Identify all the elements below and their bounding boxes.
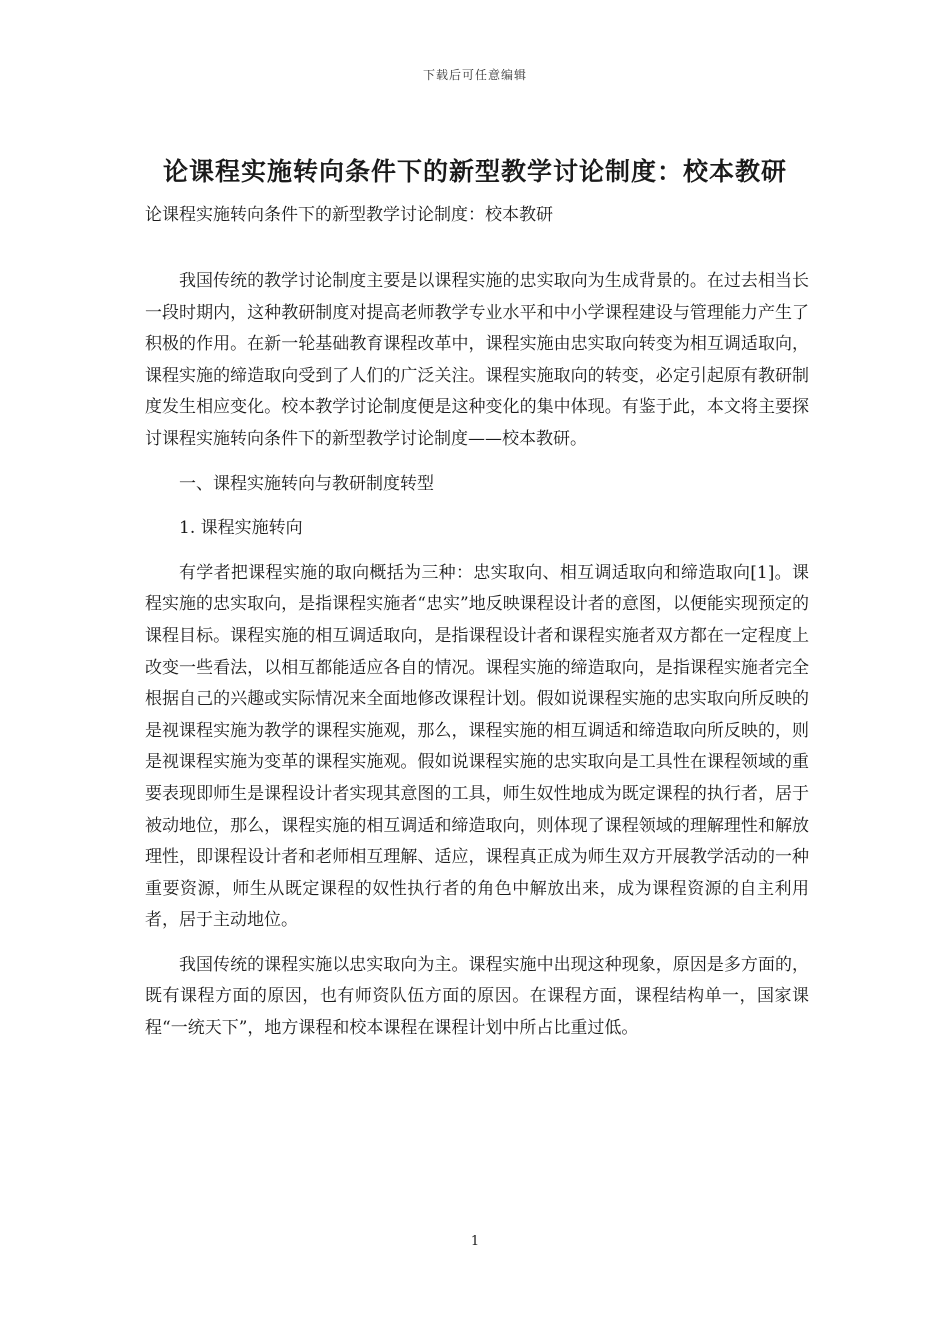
paragraph-intro: 我国传统的教学讨论制度主要是以课程实施的忠实取向为生成背景的。在过去相当长一段时期内，这种教研制度对提高老师教学专业水平和中小学课程建设与管理能力产生了积极的作用。在新一轮基础教育课程改革中，课程实施由忠实取向转变为相互调适取向，课程实施的缔造取向受到了人们的广泛关注。课程实施取向的转变，必定引起原有教研制度发生相应变化。校本教学讨论制度便是这种变化的集中体现。有鉴于此，本文将主要探讨课程实施转向条件下的新型教学讨论制度——校本教研。 — [145, 271, 809, 449]
paragraph-orientations: 有学者把课程实施的取向概括为三种：忠实取向、相互调适取向和缔造取向[1]。课程实施的忠实取向，是指课程实施者“忠实”地反映课程设计者的意图，以便能实现预定的课程目标。课程实施的相互调适取向，是指课程设计者和课程实施者双方都在一定程度上改变一些看法，以相互都能适应各自的情况。课程实施的缔造取向，是指课程实施者完全根据自己的兴趣或实际情况来全面地修改课程计划。假如说课程实施的忠实取向所反映的是视课程实施为教学的课程实施观，那么，课程实施的相互调适和缔造取向所反映的，则是视课程实施为变革的课程实施观。假如说课程实施的忠实取向是工具性在课程领域的重要表现即师生是课程设计者实现其意图的工具，师生奴性地成为既定课程的执行者，居于被动地位，那么，课程实施的相互调适和缔造取向，则体现了课程领域的理解理性和解放理性，即课程设计者和老师相互理解、适应，课程真正成为师生双方开展教学活动的一种重要资源，师生从既定课程的奴性执行者的角色中解放出来，成为课程资源的自主利用者，居于主动地位。 — [145, 562, 809, 931]
section-heading: 一、课程实施转向与教研制度转型 — [179, 473, 434, 494]
page-number: 1 — [470, 1234, 480, 1249]
header-note: 下载后可任意编辑 — [422, 68, 527, 82]
document-body — [145, 266, 809, 1058]
paragraph-traditional: 我国传统的课程实施以忠实取向为主。课程实施中出现这种现象，原因是多方面的，既有课程方面的原因，也有师资队伍方面的原因。在课程方面，课程结构单一，国家课程“一统天下”，地方课程和校本课程在课程计划中所占比重过低。 — [145, 954, 809, 1039]
subsection-heading: 1. 课程实施转向 — [179, 518, 303, 539]
document-title: 论课程实施转向条件下的新型教学讨论制度：校本教研 — [162, 157, 787, 186]
document-subtitle: 论课程实施转向条件下的新型教学讨论制度：校本教研 — [145, 205, 553, 225]
